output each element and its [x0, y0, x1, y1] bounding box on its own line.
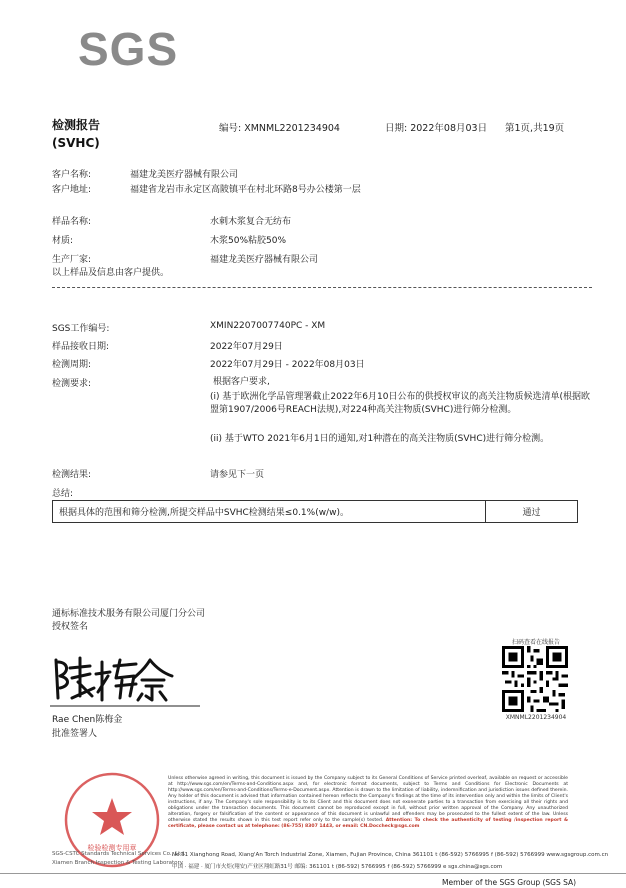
requirement-ii: (ii) 基于WTO 2021年6月1日的通知,对1种潜在的高关注物质(SVHC)进行筛分检测。 [210, 434, 550, 444]
sample-name: 水刺木浆复合无纺布 [210, 217, 292, 227]
conclusion-verdict: 通过 [486, 501, 578, 523]
client-address: 福建省龙岩市永定区高陂镇平在村北环路8号办公楼第一层 [130, 185, 361, 195]
page-number: 第1页,共19页 [505, 123, 565, 134]
material: 木浆50%粘胶50% [210, 236, 287, 246]
authorized-signature: 授权签名 [52, 622, 89, 632]
lab-name: SGS-CSTC Standards Technical Services Co., Ltd. [52, 851, 186, 857]
report-subtitle: (SVHC) [52, 136, 100, 150]
footer-rule [0, 873, 626, 874]
requirement-label: 检测要求: [52, 379, 92, 389]
report-date: 日期: 2022年08月03日 [385, 123, 488, 134]
legal-disclaimer [168, 776, 568, 830]
client-name: 福建龙美医疗器械有限公司 [130, 170, 239, 180]
test-period: 2022年07月29日 - 2022年08月03日 [210, 360, 365, 370]
sample-name-label: 样品名称: [52, 217, 92, 227]
result-value: 请参见下一页 [210, 470, 265, 480]
address-en: No.31 Xianghong Road, Xiang'An Torch Industrial Zone, Xiamen, Fujian Province, China 361101 t (86-592) 5766995 f (86-592) 5766999 www.sgsgroup.com.cn [172, 852, 609, 858]
client-address-label: 客户地址: [52, 185, 92, 195]
signer-name: Rae Chen陈梅金 [52, 715, 123, 725]
qr-code[interactable] [502, 646, 568, 712]
stamp-text: 检验检测专用章 [87, 844, 137, 852]
sample-note: 以上样品及信息由客户提供。 [52, 268, 170, 278]
address-cn: 中国 · 福建 · 厦门市火炬(翔安)产业区翔虹路31号 邮编: 361101 t (86-592) 5766995 f (86-592) 5766999 e sgs.china@sgs.com [172, 864, 503, 870]
lab-branch: Xiamen Branch Inspection & Testing Laboratory [52, 860, 184, 866]
report-title: 检测报告 [52, 118, 101, 132]
conclusion-text: 根据具体的范围和筛分检测,所提交样品中SVHC检测结果≤0.1%(w/w)。 [53, 501, 486, 523]
maker-label: 生产厂家: [52, 255, 92, 265]
requirement-i: (i) 基于欧洲化学品管理署截止2022年6月10日公布的供授权审议的高关注物质候选清单(根据欧盟第1907/2006号REACH法规),对224种高关注物质(SVHC)进行筛分检测。 [210, 392, 590, 415]
period-label: 检测周期: [52, 360, 92, 370]
requirement-intro: 根据客户要求, [213, 377, 270, 387]
maker: 福建龙美医疗器械有限公司 [210, 255, 319, 265]
material-label: 材质: [52, 236, 74, 246]
signer-role: 批准签署人 [52, 729, 98, 739]
conclusion-table [52, 500, 578, 523]
disclaimer-text: Unless otherwise agreed in writing, this document is issued by the Company subject to its General Conditions of Service printed overleaf, available on request or accessible at http://www.sgs.com/en/Terms-and-Conditions.aspx and, for electronic format documents, subject to Terms and Conditions for Electronic Documents at http://www.sgs.com/en/Terms-and-Conditions/Terms-e-Document.aspx. Attention is drawn to the limitation of liability, indemnification and jurisdiction issues defined therein. Any holder of this document is advised that information contained hereon reflects the Company's findings at the time of its intervention only and within the limits of Client's instructions, if any. The Company's sole responsibility is to its Client and this document does not exonerate parties to a transaction from exercising all their rights and obligations under the transaction documents. This document cannot be reproduced except in full, without prior written approval of the Company. Any unauthorized alteration, forgery or falsification of the content or appearance of this document is unlawful and offenders may be prosecuted to the fullest extent of the law. Unless otherwise stated the results shown in this test report refer only to the sample(s) tested. [168, 776, 568, 823]
conclusion-label: 总结: [52, 489, 74, 499]
received-label: 样品接收日期: [52, 342, 110, 352]
qr-code-number: XMNML2201234904 [505, 714, 567, 721]
client-name-label: 客户名称: [52, 170, 92, 180]
report-number: 编号: XMNML2201234904 [219, 123, 340, 134]
job-label: SGS工作编号: [52, 324, 110, 334]
received-date: 2022年07月29日 [210, 342, 283, 352]
authenticity-notice: Attention: To check the authenticity of testing /inspection report & certificate, please contact us at telephone: (86-755) 8307 1443, or email: CN.Doccheck@sgs.com [168, 818, 568, 829]
job-number: XMIN2207007740PC - XM [210, 321, 326, 331]
handwritten-signature [50, 652, 200, 708]
sgs-logo: SGS [78, 23, 179, 75]
qr-caption: 扫码查看在线报告 [511, 639, 560, 646]
company-name: 通标标准技术服务有限公司厦门分公司 [52, 609, 206, 619]
result-label: 检测结果: [52, 470, 92, 480]
member-notice: Member of the SGS Group (SGS SA) [442, 878, 577, 887]
divider [52, 287, 592, 288]
